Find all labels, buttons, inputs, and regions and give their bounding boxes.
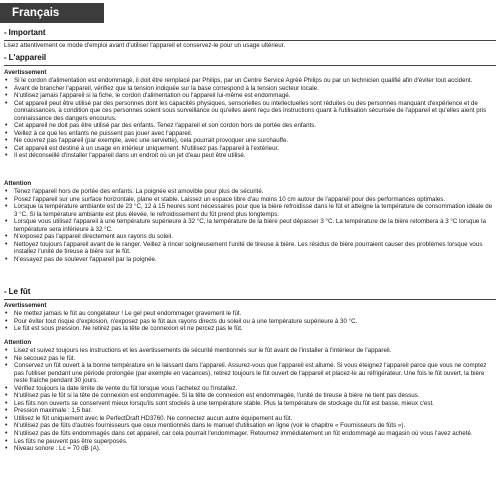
keg-caution-label: Attention bbox=[4, 339, 32, 346]
section-heading-important: - Important bbox=[4, 27, 496, 41]
list-item: • N'utilisez pas le fût si la tête de connexion est endommagée. Si la tête de connexion est endommagée, l'unité de tireuse à bière ne tient pas dessus. bbox=[4, 392, 494, 400]
list-item: • N'utilisez pas de fûts endommagés dans cet appareil, car cela pourrait l'endommager. Retournez immédiatement un fût endommagé au magasin où vous l'avez acheté. bbox=[4, 430, 494, 438]
list-item: • Ne mettez jamais le fût au congélateur ! Le gel peut endommager gravement le fût. bbox=[4, 310, 494, 318]
list-item: • Vérifiez toujours la date limite de vente du fût lorsque vous l'achetez ou l'installez. bbox=[4, 385, 494, 393]
list-item: • N'essayez pas de soulever l'appareil par la poignée. bbox=[4, 256, 494, 264]
list-item: • N'exposez pas l'appareil directement aux rayons du soleil. bbox=[4, 233, 494, 241]
list-item: • Pour éviter tout risque d'explosion, n'exposez pas le fût aux rayons directs du soleil ou à une température supérieure à 30 °C. bbox=[4, 318, 494, 326]
list-item: • Avant de brancher l'appareil, vérifiez que la tension indiquée sur la base correspond à la tension secteur locale. bbox=[4, 85, 494, 93]
list-item: • Lisez et suivez toujours les instructions et les avertissements de sécurité mentionnés sur le fût avant de l'installer à l'intérieur de l'appareil. bbox=[4, 347, 494, 355]
list-item: • Le fût est sous pression. Ne retirez pas la tête de connexion et ne percez pas le fût. bbox=[4, 325, 494, 333]
list-item: • Pression maximale : 1,5 bar. bbox=[4, 407, 494, 415]
list-item: • Cet appareil peut être utilisé par des personnes dont les capacités physiques, sensorielles ou intellectuelles sont réduites ou des personnes manquant d'expérience et de connaissances, à condition que ces personnes soient sous surveillance ou qu'elles aient reçu des instructions quant à l'utilisation sécurisée de l'appareil et qu'elles aient pris connaissance des dangers encourus. bbox=[4, 100, 494, 123]
section-heading-keg: - Le fût bbox=[4, 286, 496, 300]
important-heading: Important bbox=[8, 28, 46, 37]
list-item: • Posez l'appareil sur une surface horizontale, plane et stable. Laissez un espace libre d'au moins 10 cm autour de l'appareil pour des performances optimales. bbox=[4, 196, 494, 204]
list-item: • Ne secouez pas le fût. bbox=[4, 355, 494, 363]
appliance-warning-label: Avertissement bbox=[4, 69, 47, 76]
keg-caution-list bbox=[4, 347, 494, 453]
list-item: • Si le cordon d'alimentation est endommagé, il doit être remplacé par Philips, par un Centre Service Agréé Philips ou par un technicien qualifié afin d'éviter tout accident. bbox=[4, 77, 494, 85]
list-item: • Lorsque la température ambiante est de 23 °C, 12 à 15 heures sont nécessaires pour que la bière refroidisse dans le fût et atteigne la température de consommation idéale de 3 °C. Si la température ambiante est plus élevée, le refroidissement du fût prend plus longtemps. bbox=[4, 203, 494, 218]
appliance-heading: L'appareil bbox=[8, 53, 47, 62]
list-item: • Utilisez le fût uniquement avec le PerfectDraft HD3760. Ne connectez aucun autre équipement au fût. bbox=[4, 415, 494, 423]
list-item: • Les fûts non ouverts se conservent mieux lorsqu'ils sont stockés à une température stable. Plus la température de stockage du fût est basse, mieux c'est. bbox=[4, 400, 494, 408]
list-item: • Cet appareil ne doit pas être utilisé par des enfants. Tenez l'appareil et son cordon hors de portée des enfants. bbox=[4, 122, 494, 130]
list-item: • Cet appareil est destiné à un usage en intérieur uniquement. N'utilisez pas l'appareil à l'extérieur. bbox=[4, 145, 494, 153]
list-item: • Lorsque vous utilisez l'appareil à une température supérieure à 32 °C, la température de la bière peut dépasser 3 °C. La température de la bière retombera à 3 °C lorsque la température sera inférieure à 32 °C. bbox=[4, 218, 494, 233]
list-item: • Veillez à ce que les enfants ne puissent pas jouer avec l'appareil. bbox=[4, 130, 494, 138]
appliance-warning-list bbox=[4, 77, 494, 160]
list-item: • Tenez l'appareil hors de portée des enfants. La poignée est amovible pour plus de sécurité. bbox=[4, 188, 494, 196]
keg-warning-label: Avertissement bbox=[4, 302, 47, 309]
important-intro: Lisez attentivement ce mode d'emploi avant d'utiliser l'appareil et conservez-le pour un usage ultérieur. bbox=[4, 42, 286, 49]
appliance-caution-list bbox=[4, 188, 494, 263]
list-item: • Nettoyez toujours l'appareil avant de le ranger. Veillez à rincer soigneusement l'unité de tireuse à bière. Les résidus de bière pourraient causer des problèmes lorsque vous installez l'unité de tireuse à bière sur le fût. bbox=[4, 241, 494, 256]
list-item: • Niveau sonore : Lc = 70 dB (A). bbox=[4, 445, 494, 453]
list-item: • Les fûts ne peuvent pas être superposés. bbox=[4, 438, 494, 446]
list-item: • Conservez un fût ouvert à la bonne température en le laissant dans l'appareil. Assurez-vous que l'appareil est allumé. Si vous éteignez l'appareil parce que vous ne comptez pas l'utiliser pendant une période prolongée (par exemple en vacances), retirez toujours le fût ouvert de l'appareil et placez-le au réfrigérateur. Une fois le fût ouvert, la bière reste fraîche pendant 30 jours. bbox=[4, 362, 494, 385]
section-heading-appliance: - L'appareil bbox=[4, 52, 496, 66]
list-item: • N'utilisez pas de fûts d'autres fournisseurs que ceux mentionnés dans le manuel d'utilisation en ligne (voir le chapitre « Fournisseurs de fûts »). bbox=[4, 422, 494, 430]
keg-heading: Le fût bbox=[8, 287, 31, 296]
list-item: • N'utilisez jamais l'appareil si la fiche, le cordon d'alimentation ou l'appareil lui-même est endommagé. bbox=[4, 92, 494, 100]
keg-warning-list bbox=[4, 310, 494, 333]
appliance-caution-label: Attention bbox=[4, 180, 32, 187]
list-item: • Il est déconseillé d'installer l'appareil dans un endroit où un jet d'eau peut être utilisé. bbox=[4, 152, 494, 160]
list-item: • Ne couvrez pas l'appareil (par exemple, avec une serviette), cela pourrait provoquer une surchauffe. bbox=[4, 137, 494, 145]
language-title: Français bbox=[0, 3, 104, 23]
